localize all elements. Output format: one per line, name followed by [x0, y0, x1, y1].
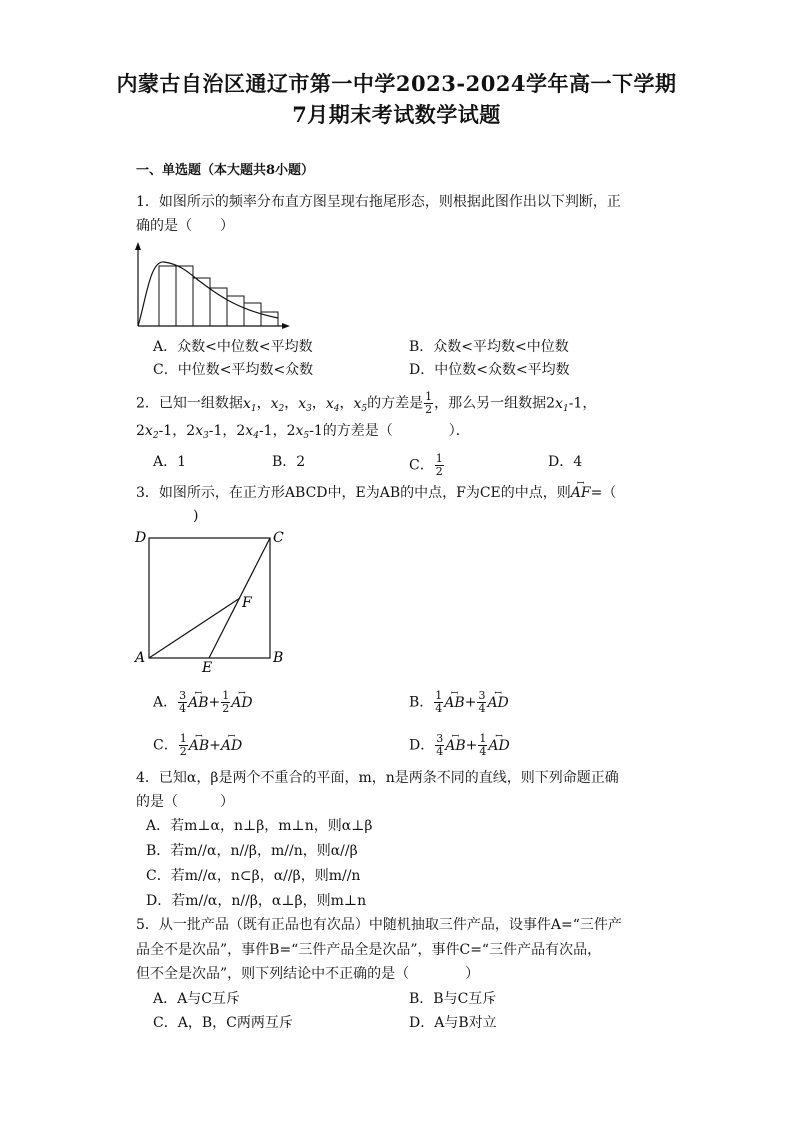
q1-option-a: A．众数<中位数<平均数 — [153, 339, 313, 355]
q2-stem-line2: $2x_2-1$，$2x_3-1$，$2x_4-1$，$2x_5-1$的方差是（ ）． — [136, 423, 470, 441]
q1-option-d: D．中位数<众数<平均数 — [409, 362, 570, 378]
q4-option-c: C．若m//α，n⊂β，α//β，则m//n — [146, 868, 361, 884]
label-c: C — [273, 530, 284, 546]
label-a: A — [135, 650, 146, 666]
section-heading: 一、单选题（本大题共8小题） — [136, 163, 315, 178]
q3-option-b: B． $\frac{1}{4}$ ꟷ AB+ $\frac{3}{4}$ ꟷ AD — [409, 690, 509, 715]
q5-option-a: A．A与C互斥 — [153, 991, 240, 1007]
q1-option-b: B．众数<平均数<中位数 — [409, 339, 569, 355]
q2-line2-end: 的方差是（ ）． — [322, 423, 470, 439]
q3-stem-line1: 3．如图所示，在正方形ABCD中，E为AB的中点，F为CE的中点，则ꟷ AF=（ — [136, 484, 616, 502]
q5-option-d: D．A与B对立 — [409, 1015, 497, 1031]
q5-stem-line2: 品全不是次品”，事件B=“三件产品全是次品”，事件C=“三件产品有次品， — [136, 942, 602, 958]
q3-stem-line2: ) — [193, 508, 199, 524]
q1-stem-line2: 确的是（ ） — [136, 218, 234, 234]
q5-stem-line1: 5．从一批产品（既有正品也有次品）中随机抽取三件产品，设事件A=“三件产 — [136, 917, 622, 933]
q2-option-c: C． $\frac{1}{2}$ — [409, 452, 443, 478]
q2-pre: 2．已知一组数据 — [136, 395, 243, 412]
histogram-figure — [128, 240, 293, 332]
q4-option-d: D．若m//α，n//β，α⊥β，则m⊥n — [146, 893, 367, 909]
q2-option-a: A．1 — [153, 454, 187, 470]
square-figure — [130, 528, 290, 676]
title-line-1: 内蒙古自治区通辽市第一中学2023-2024学年高一下学期 — [116, 71, 677, 96]
q3-option-c: C． $\frac{1}{2}$ ꟷ AB+ꟷ AD — [153, 733, 242, 758]
q2-mid: 的方差是 — [367, 395, 424, 412]
q2-stem-line1: 2．已知一组数据$x_1$，$x_2$，$x_3$，$x_4$，$x_5$的方差是 $\frac{1}{2}$ ，那么另一组数据$2x_1-1$， — [136, 390, 597, 416]
q2-option-d: D．4 — [548, 454, 583, 470]
q4-option-a: A．若m⊥α，n⊥β，m⊥n，则α⊥β — [146, 818, 373, 834]
q4-stem-line2: 的是（ ） — [136, 794, 234, 810]
q4-option-b: B．若m//α，n//β，m//n，则α//β — [146, 843, 358, 859]
q3-option-d: D． $\frac{3}{4}$ ꟷ AB+ $\frac{1}{4}$ ꟷ AD — [409, 733, 510, 758]
q3-option-a: A． $\frac{3}{4}$ ꟷ AB+ $\frac{1}{2}$ ꟷ AD — [153, 690, 253, 715]
q1-stem-line1: 1．如图所示的频率分布直方图呈现右拖尾形态，则根据此图作出以下判断，正 — [136, 194, 621, 210]
title-line-2: 7月期末考试数学试题 — [292, 102, 501, 127]
label-f: F — [242, 595, 252, 611]
label-b: B — [273, 650, 284, 666]
q5-option-b: B．B与C互斥 — [409, 991, 497, 1007]
q4-stem-line1: 4．已知α，β是两个不重合的平面，m，n是两条不同的直线，则下列命题正确 — [136, 770, 619, 786]
q2-post: ，那么另一组数据 — [434, 395, 547, 412]
q5-option-c: C．A，B，C两两互斥 — [153, 1015, 293, 1031]
q3-vector-af: ꟷ AF — [571, 484, 591, 502]
label-d: D — [135, 530, 147, 546]
q5-stem-line3: 但不全是次品”，则下列结论中不正确的是（ ） — [136, 966, 480, 982]
q2-option-b: B．2 — [272, 454, 306, 470]
label-e: E — [202, 660, 213, 676]
q1-option-c: C．中位数<平均数<众数 — [153, 362, 314, 378]
